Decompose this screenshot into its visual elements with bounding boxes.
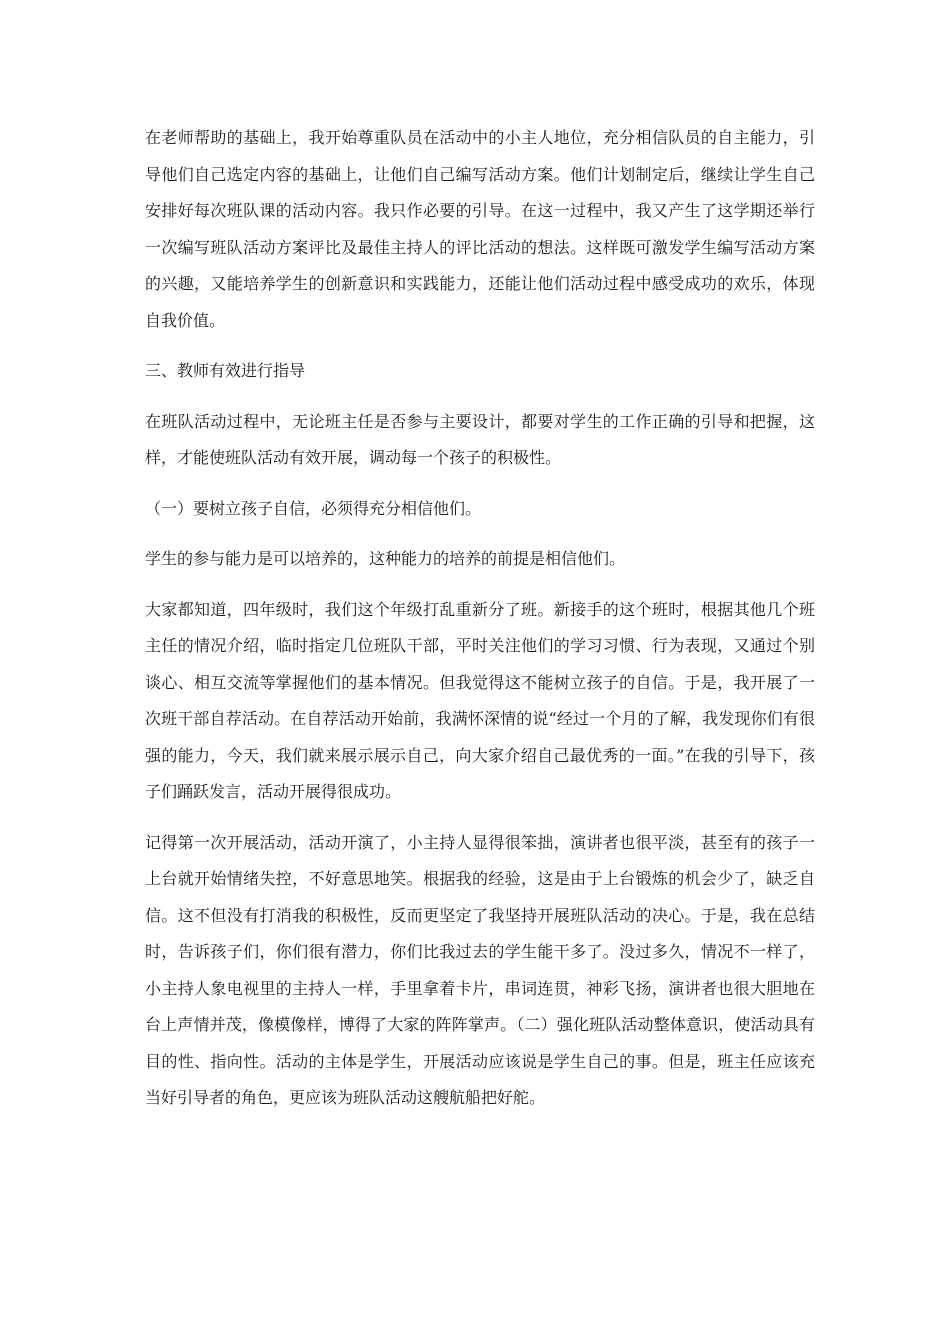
document-page [145, 120, 815, 1131]
paragraph-class-reorganization: 大家都知道，四年级时，我们这个年级打乱重新分了班。新接手的这个班时，根据其他几个班主任的情况介绍，临时指定几位班队干部，平时关注他们的学习习惯、行为表现，又通过个别谈心、相互交流等掌握他们的基本情况。但我觉得这不能树立孩子的自信。于是，我开展了一次班干部自荐活动。在自荐活动开始前，我满怀深情的说“经过一个月的了解，我发现你们有很强的能力，今天，我们就来展示展示自己，向大家介绍自己最优秀的一面。”在我的引导下，孩子们踊跃发言，活动开展得很成功。 [145, 599, 815, 801]
paragraph-trust-students: 学生的参与能力是可以培养的，这种能力的培养的前提是相信他们。 [145, 549, 626, 568]
section-heading-teacher-guidance: 三、教师有效进行指导 [145, 361, 306, 380]
paragraph-self-design: 在老师帮助的基础上，我开始尊重队员在活动中的小主人地位，充分相信队员的自主能力，引导他们自己选定内容的基础上，让他们自己编写活动方案。他们计划制定后，继续让学生自己安排好每次班队课的活动内容。我只作必要的引导。在这一过程中，我又产生了这学期还举行一次编写班队活动方案评比及最佳主持人的评比活动的想法。这样既可激发学生编写活动方案的兴趣，又能培养学生的创新意识和实践能力，还能让他们活动过程中感受成功的欢乐，体现自我价值。 [145, 128, 815, 330]
paragraph-guidance-intro: 在班队活动过程中，无论班主任是否参与主要设计，都要对学生的工作正确的引导和把握，这样，才能使班队活动有效开展，调动每一个孩子的积极性。 [145, 411, 815, 467]
subheading-build-confidence: （一）要树立孩子自信，必须得充分相信他们。 [145, 498, 482, 518]
paragraph-first-activity: 记得第一次开展活动，活动开演了，小主持人显得很笨拙，演讲者也很平淡，甚至有的孩子一上台就开始情绪失控，不好意思地笑。根据我的经验，这是由于上台锻炼的机会少了，缺乏自信。这不但没有打消我的积极性，反而更坚定了我坚持开展班队活动的决心。于是，我在总结时，告诉孩子们，你们很有潜力，你们比我过去的学生能干多了。没过多久，情况不一样了，小主持人象电视里的主持人一样，手里拿着卡片，串词连贯，神彩飞扬，演讲者也很大胆地在台上声情并茂，像模像样，博得了大家的阵阵掌声。（二）强化班队活动整体意识，使活动具有目的性、指向性。活动的主体是学生，开展活动应该说是学生自己的事。但是，班主任应该充当好引导者的角色，更应该为班队活动这艘航船把好舵。 [145, 832, 815, 1107]
